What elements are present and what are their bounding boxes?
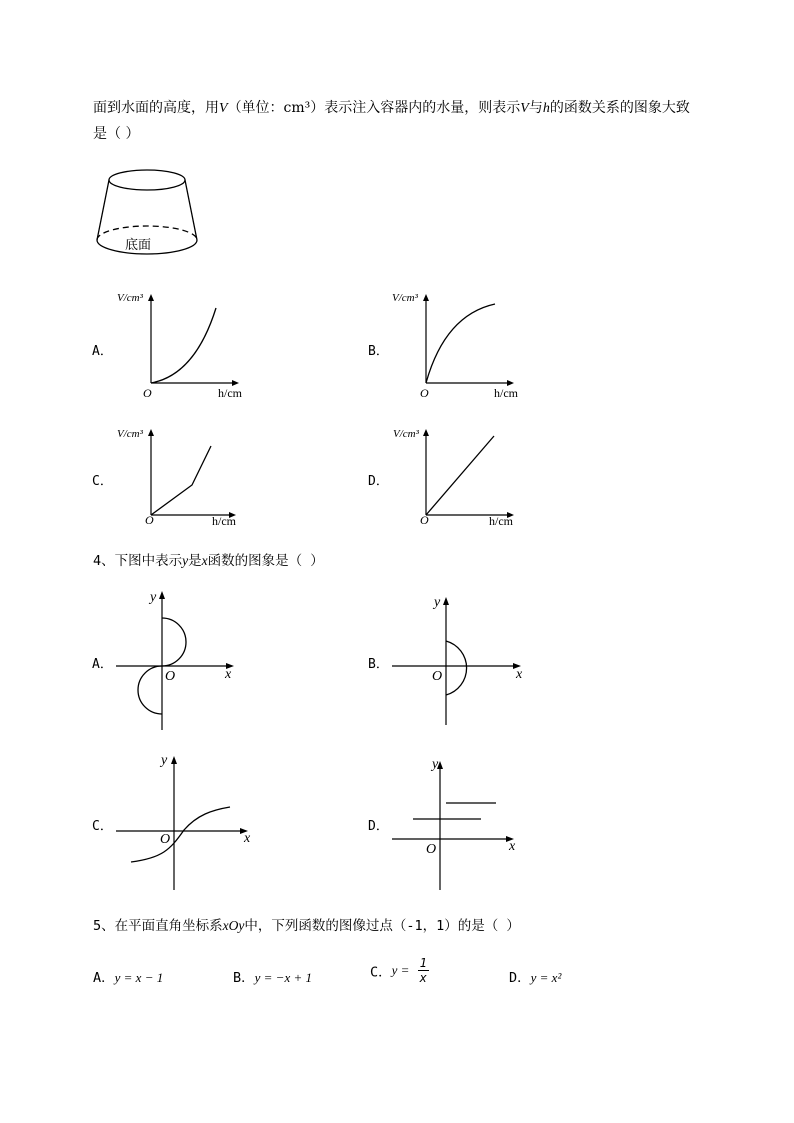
q3-option-c-label: C． xyxy=(92,474,113,489)
q3-b-xlabel: h/cm xyxy=(494,386,518,400)
q4-option-c-label: C． xyxy=(92,819,113,834)
q4-graph-d xyxy=(388,755,528,895)
q5-stem: 5、在平面直角坐标系xOy中，下列函数的图像过点（-1，1）的是（ ） xyxy=(93,918,520,934)
q3-graph-b-curve xyxy=(426,304,495,383)
q3-c-origin: O xyxy=(145,513,154,527)
q4-b-origin: O xyxy=(432,669,443,684)
var-h: h xyxy=(542,101,550,116)
q4-option-d-label: D． xyxy=(368,819,389,834)
q3-graph-c-line xyxy=(151,446,211,515)
q4-graph-a-upper-arc xyxy=(162,618,186,666)
q3-b-origin: O xyxy=(420,386,429,400)
q4-d-x: x xyxy=(509,839,516,854)
q4-graph-b-arc xyxy=(446,641,467,695)
q5-option-d-formula: y = x² xyxy=(530,970,562,985)
q3-graph-c xyxy=(110,425,260,540)
q4-b-y: y xyxy=(434,595,441,610)
q5-option-d: D．y = x² xyxy=(509,970,562,986)
q4-d-origin: O xyxy=(426,842,437,857)
q3-c-xlabel: h/cm xyxy=(212,514,236,528)
q3-a-origin: O xyxy=(143,386,152,400)
q4-graph-a-lower-arc xyxy=(138,666,162,714)
q3-option-d-label: D． xyxy=(368,474,389,489)
q4-a-origin: O xyxy=(165,669,176,684)
q5-option-a: A．y = x − 1 xyxy=(93,970,164,986)
q5-option-b-formula: y = −x + 1 xyxy=(254,970,312,985)
q4-c-y: y xyxy=(161,753,168,768)
q4-graph-a xyxy=(112,585,242,735)
q4-d-y: y xyxy=(432,757,439,772)
q3-d-ylabel: V/cm³ xyxy=(393,428,419,440)
q4-graph-c-curve xyxy=(131,807,230,862)
container-base-label: 底面 xyxy=(125,238,152,253)
q3-stem-line1: 面到水面的高度，用V（单位：cm³）表示注入容器内的水量，则表示V与h的函数关系的图象大致 xyxy=(93,100,690,116)
q3-stem-line2: 是（ ） xyxy=(93,126,140,142)
var-v: V xyxy=(520,101,529,116)
q4-option-b-label: B． xyxy=(368,657,389,672)
q3-graph-a-curve xyxy=(151,308,216,383)
q3-d-xlabel: h/cm xyxy=(489,514,513,528)
q3-a-ylabel: V/cm³ xyxy=(117,292,143,304)
q5-option-c-fraction: $\frac{1}{x}$ xyxy=(419,956,427,985)
q4-option-a-label: A． xyxy=(92,657,113,672)
q4-a-x: x xyxy=(225,667,232,682)
q5-option-b: B．y = −x + 1 xyxy=(233,970,312,986)
q4-graph-b xyxy=(388,585,528,735)
q4-b-x: x xyxy=(516,667,523,682)
q5-option-a-formula: y = x − 1 xyxy=(114,970,164,985)
q4-c-x: x xyxy=(244,831,251,846)
q3-b-ylabel: V/cm³ xyxy=(392,292,418,304)
q4-graph-c xyxy=(112,750,257,895)
q3-a-xlabel: h/cm xyxy=(218,386,242,400)
q3-option-a-label: A． xyxy=(92,344,113,359)
var-v: V xyxy=(219,101,228,116)
q3-graph-d-line xyxy=(426,436,494,515)
q5-option-c: C．y = $\frac{1}{x}$ xyxy=(370,956,427,985)
q4-stem: 4、下图中表示y是x函数的图象是（ ） xyxy=(93,553,324,569)
q3-d-origin: O xyxy=(420,513,429,527)
q4-c-origin: O xyxy=(160,832,171,847)
q4-a-y: y xyxy=(150,590,157,605)
q3-option-b-label: B． xyxy=(368,344,389,359)
q3-c-ylabel: V/cm³ xyxy=(117,428,143,440)
